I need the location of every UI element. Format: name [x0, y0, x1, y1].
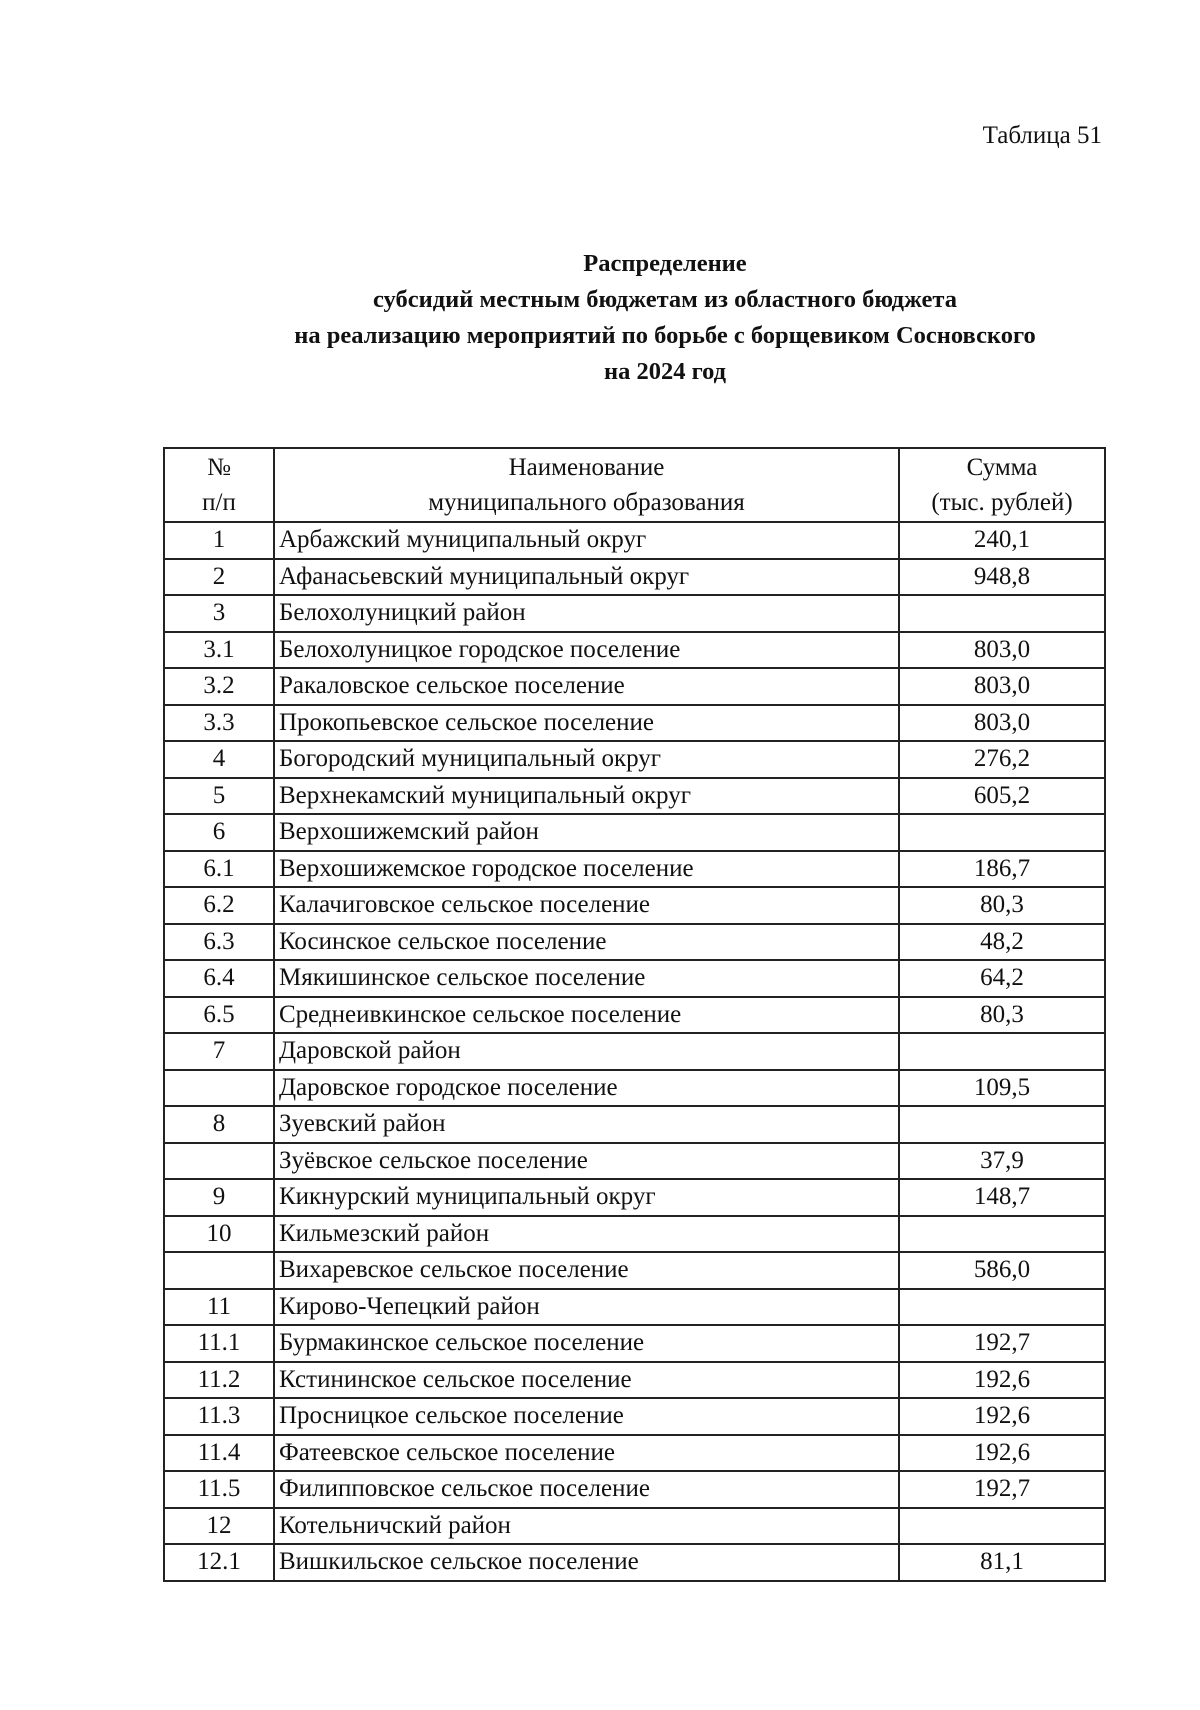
row-name: Прокопьевское сельское поселение: [274, 705, 899, 742]
row-name: Среднеивкинское сельское поселение: [274, 997, 899, 1034]
table-row: [164, 1435, 1105, 1472]
row-number: 3: [164, 595, 274, 632]
table-row: [164, 814, 1105, 851]
table-row: [164, 1289, 1105, 1326]
table-row: [164, 778, 1105, 815]
title-line: Распределение: [583, 250, 747, 277]
row-name: Белохолуницкий район: [274, 595, 899, 632]
row-number: 2: [164, 559, 274, 596]
row-sum: 48,2: [899, 924, 1105, 961]
row-name: Кильмезский район: [274, 1216, 899, 1253]
row-number: 6: [164, 814, 274, 851]
row-sum: 192,6: [899, 1435, 1105, 1472]
row-sum: 64,2: [899, 960, 1105, 997]
header-sum-line2: (тыс. рублей): [931, 489, 1073, 516]
row-number: 9: [164, 1179, 274, 1216]
table-row: [164, 1508, 1105, 1545]
row-name: Вишкильское сельское поселение: [274, 1544, 899, 1581]
row-name: Верхнекамский муниципальный округ: [274, 778, 899, 815]
row-name: Бурмакинское сельское поселение: [274, 1325, 899, 1362]
row-sum: 192,6: [899, 1398, 1105, 1435]
header-sum-line1: Сумма: [966, 454, 1038, 481]
row-sum: [899, 1289, 1105, 1326]
row-name: Белохолуницкое городское поселение: [274, 632, 899, 669]
header-sum: [899, 448, 1105, 522]
table-row: [164, 1179, 1105, 1216]
table-row: [164, 1070, 1105, 1107]
row-number: 8: [164, 1106, 274, 1143]
row-name: Кикнурский муниципальный округ: [274, 1179, 899, 1216]
row-number: 11.3: [164, 1398, 274, 1435]
row-name: Просницкое сельское поселение: [274, 1398, 899, 1435]
row-name: Арбажский муниципальный округ: [274, 522, 899, 559]
row-name: Даровской район: [274, 1033, 899, 1070]
header-num-line1: №: [207, 454, 231, 481]
row-name: Зуёвское сельское поселение: [274, 1143, 899, 1180]
table-row: [164, 997, 1105, 1034]
row-sum: 276,2: [899, 741, 1105, 778]
row-number: [164, 1070, 274, 1107]
title-line: на 2024 год: [603, 358, 727, 385]
table-row: [164, 1252, 1105, 1289]
row-name: Верхошижемский район: [274, 814, 899, 851]
table-row: [164, 1398, 1105, 1435]
row-sum: 605,2: [899, 778, 1105, 815]
row-name: Даровское городское поселение: [274, 1070, 899, 1107]
table-row: [164, 960, 1105, 997]
row-name: Кстининское сельское поселение: [274, 1362, 899, 1399]
row-number: 4: [164, 741, 274, 778]
row-sum: 586,0: [899, 1252, 1105, 1289]
row-number: 5: [164, 778, 274, 815]
row-name: Богородский муниципальный округ: [274, 741, 899, 778]
row-sum: 803,0: [899, 668, 1105, 705]
table-row: [164, 1143, 1105, 1180]
table-row: [164, 741, 1105, 778]
row-number: 11.4: [164, 1435, 274, 1472]
table-row: [164, 1544, 1105, 1581]
table-row: [164, 1033, 1105, 1070]
row-sum: 803,0: [899, 632, 1105, 669]
title-line: на реализацию мероприятий по борьбе с борщевиком Сосновского: [294, 322, 1036, 349]
row-sum: 80,3: [899, 997, 1105, 1034]
row-number: 3.3: [164, 705, 274, 742]
table-row: [164, 632, 1105, 669]
row-name: Ракаловское сельское поселение: [274, 668, 899, 705]
row-number: 7: [164, 1033, 274, 1070]
row-name: Котельничский район: [274, 1508, 899, 1545]
row-number: 6.4: [164, 960, 274, 997]
row-sum: [899, 1216, 1105, 1253]
row-name: Косинское сельское поселение: [274, 924, 899, 961]
row-number: 11.1: [164, 1325, 274, 1362]
row-sum: 80,3: [899, 887, 1105, 924]
row-sum: 81,1: [899, 1544, 1105, 1581]
row-name: Афанасьевский муниципальный округ: [274, 559, 899, 596]
row-number: [164, 1143, 274, 1180]
table-row: [164, 1325, 1105, 1362]
table-row: [164, 1106, 1105, 1143]
row-number: [164, 1252, 274, 1289]
row-sum: 192,6: [899, 1362, 1105, 1399]
row-number: 6.3: [164, 924, 274, 961]
table-number: Таблица 51: [982, 122, 1102, 149]
header-name: [274, 448, 899, 522]
header-num: [164, 448, 274, 522]
header-name-line2: муниципального образования: [428, 489, 745, 516]
row-sum: [899, 814, 1105, 851]
row-number: 12.1: [164, 1544, 274, 1581]
row-number: 6.2: [164, 887, 274, 924]
row-number: 12: [164, 1508, 274, 1545]
table-row: [164, 705, 1105, 742]
row-name: Зуевский район: [274, 1106, 899, 1143]
table-row: [164, 887, 1105, 924]
document-title: [0, 246, 1200, 390]
table-row: [164, 595, 1105, 632]
row-number: 10: [164, 1216, 274, 1253]
table-row: [164, 1216, 1105, 1253]
row-sum: [899, 595, 1105, 632]
row-sum: [899, 1106, 1105, 1143]
row-name: Калачиговское сельское поселение: [274, 887, 899, 924]
table-row: [164, 1362, 1105, 1399]
row-sum: 186,7: [899, 851, 1105, 888]
row-sum: 109,5: [899, 1070, 1105, 1107]
row-number: 3.2: [164, 668, 274, 705]
table-row: [164, 1471, 1105, 1508]
row-number: 1: [164, 522, 274, 559]
subsidy-table: [163, 447, 1106, 1582]
title-line: субсидий местным бюджетам из областного бюджета: [373, 286, 957, 313]
row-number: 11.2: [164, 1362, 274, 1399]
row-name: Верхошижемское городское поселение: [274, 851, 899, 888]
table-row: [164, 851, 1105, 888]
row-sum: 803,0: [899, 705, 1105, 742]
row-name: Мякишинское сельское поселение: [274, 960, 899, 997]
row-sum: 148,7: [899, 1179, 1105, 1216]
row-number: 3.1: [164, 632, 274, 669]
row-name: Филипповское сельское поселение: [274, 1471, 899, 1508]
table-row: [164, 522, 1105, 559]
row-name: Вихаревское сельское поселение: [274, 1252, 899, 1289]
row-name: Кирово-Чепецкий район: [274, 1289, 899, 1326]
row-number: 11.5: [164, 1471, 274, 1508]
header-name-line1: Наименование: [508, 454, 665, 481]
row-name: Фатеевское сельское поселение: [274, 1435, 899, 1472]
table-row: [164, 559, 1105, 596]
row-sum: 192,7: [899, 1471, 1105, 1508]
header-num-line2: п/п: [202, 489, 236, 516]
table-header-row: [164, 448, 1105, 522]
row-sum: [899, 1508, 1105, 1545]
row-sum: 37,9: [899, 1143, 1105, 1180]
row-sum: 240,1: [899, 522, 1105, 559]
table-row: [164, 924, 1105, 961]
row-sum: [899, 1033, 1105, 1070]
row-number: 6.5: [164, 997, 274, 1034]
row-sum: 948,8: [899, 559, 1105, 596]
table-row: [164, 668, 1105, 705]
row-number: 6.1: [164, 851, 274, 888]
row-sum: 192,7: [899, 1325, 1105, 1362]
row-number: 11: [164, 1289, 274, 1326]
